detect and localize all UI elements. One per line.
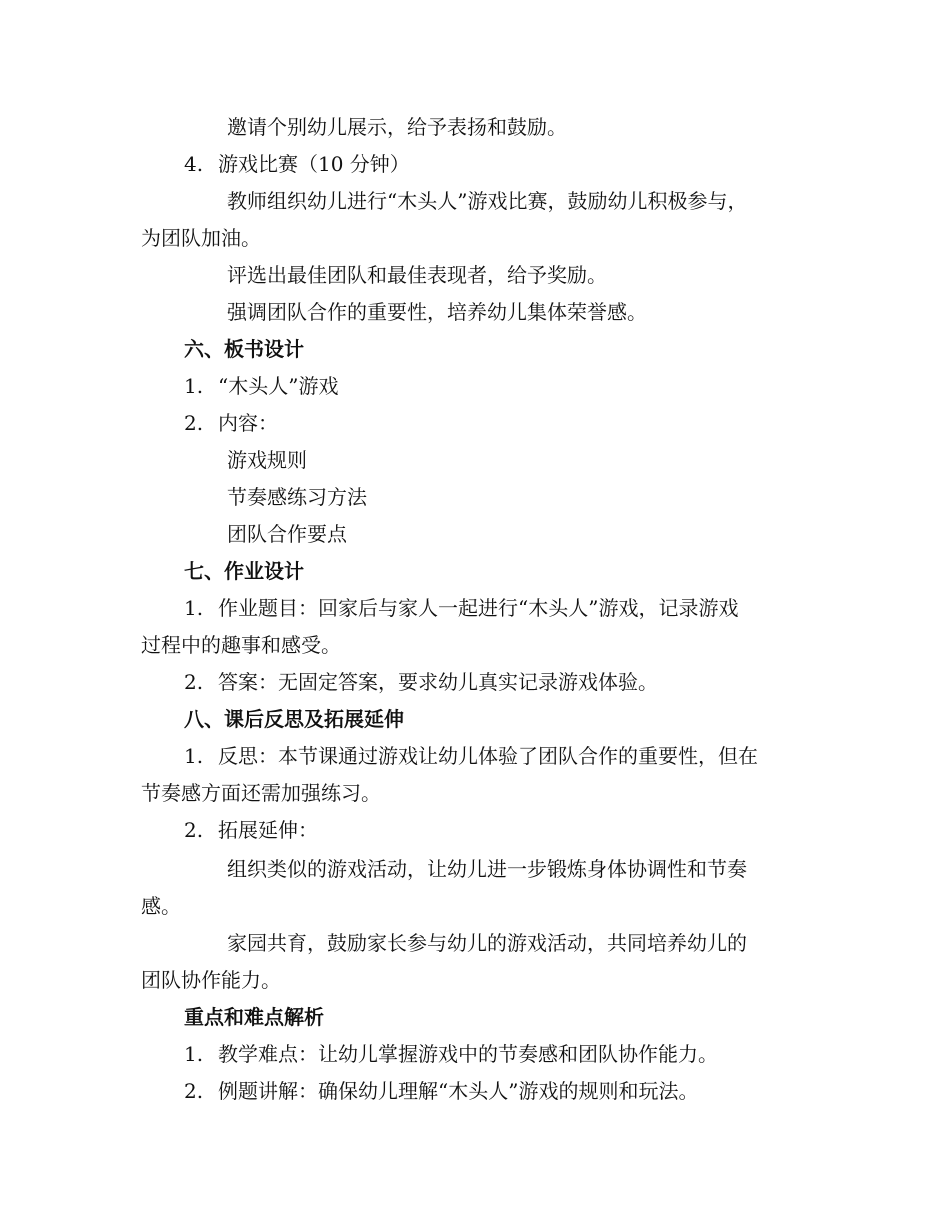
list-item-text: 答案：无固定答案，要求幼儿真实记录游戏体验。: [218, 670, 658, 694]
list-item-text: 反思：本节课通过游戏让幼儿体验了团队合作的重要性，但在: [218, 744, 758, 768]
section-heading-homework: 七、作业设计: [184, 559, 304, 583]
paragraph-line: 感。: [141, 894, 181, 918]
list-item-text: 内容：: [218, 411, 278, 435]
list-item-text: 教学难点：让幼儿掌握游戏中的节奏感和团队协作能力。: [218, 1042, 718, 1066]
section-heading-board-design: 六、板书设计: [184, 337, 304, 361]
section-heading-key-points: 重点和难点解析: [184, 1005, 324, 1029]
list-number: 4.: [184, 152, 204, 176]
paragraph-line: 组织类似的游戏活动，让幼儿进一步锻炼身体协调性和节奏: [227, 857, 747, 881]
list-item: [184, 669, 658, 695]
intro-line: 邀请个别幼儿展示，给予表扬和鼓励。: [227, 115, 567, 139]
list-number: 1.: [184, 596, 204, 620]
list-item: [184, 817, 318, 843]
paragraph-line: 家园共育，鼓励家长参与幼儿的游戏活动，共同培养幼儿的: [227, 931, 747, 955]
list-item-text: 例题讲解：确保幼儿理解“木头人”游戏的规则和玩法。: [218, 1079, 699, 1103]
paragraph-line: 团队协作能力。: [141, 968, 281, 992]
sub-item: 节奏感练习方法: [227, 485, 367, 509]
list-item-game-contest: [184, 151, 410, 177]
paragraph-line: 强调团队合作的重要性，培养幼儿集体荣誉感。: [227, 300, 647, 324]
list-number: 1.: [184, 744, 204, 768]
list-item-text: 拓展延伸：: [218, 818, 318, 842]
list-number: 2.: [184, 818, 204, 842]
paragraph-line: 为团队加油。: [141, 226, 261, 250]
list-number: 2.: [184, 670, 204, 694]
list-item-continuation: 节奏感方面还需加强练习。: [141, 781, 381, 805]
sub-item: 团队合作要点: [227, 522, 347, 546]
paragraph-line: 教师组织幼儿进行“木头人”游戏比赛，鼓励幼儿积极参与，: [227, 189, 748, 213]
list-number: 1.: [184, 374, 204, 398]
list-number: 2.: [184, 411, 204, 435]
sub-item: 游戏规则: [227, 448, 307, 472]
list-item-continuation: 过程中的趣事和感受。: [141, 633, 341, 657]
list-number: 2.: [184, 1079, 204, 1103]
list-item: [184, 595, 738, 621]
list-number: 1.: [184, 1042, 204, 1066]
paragraph-line: 评选出最佳团队和最佳表现者，给予奖励。: [227, 263, 607, 287]
list-item: [184, 1041, 718, 1067]
list-item: [184, 743, 758, 769]
list-item-text: 游戏比赛（10 分钟）: [218, 152, 410, 176]
section-heading-reflection: 八、课后反思及拓展延伸: [184, 707, 404, 731]
list-item: [184, 1078, 698, 1104]
list-item: [184, 373, 338, 399]
list-item-text: “木头人”游戏: [218, 374, 339, 398]
list-item: [184, 410, 278, 436]
list-item-text: 作业题目：回家后与家人一起进行“木头人”游戏，记录游戏: [218, 596, 739, 620]
